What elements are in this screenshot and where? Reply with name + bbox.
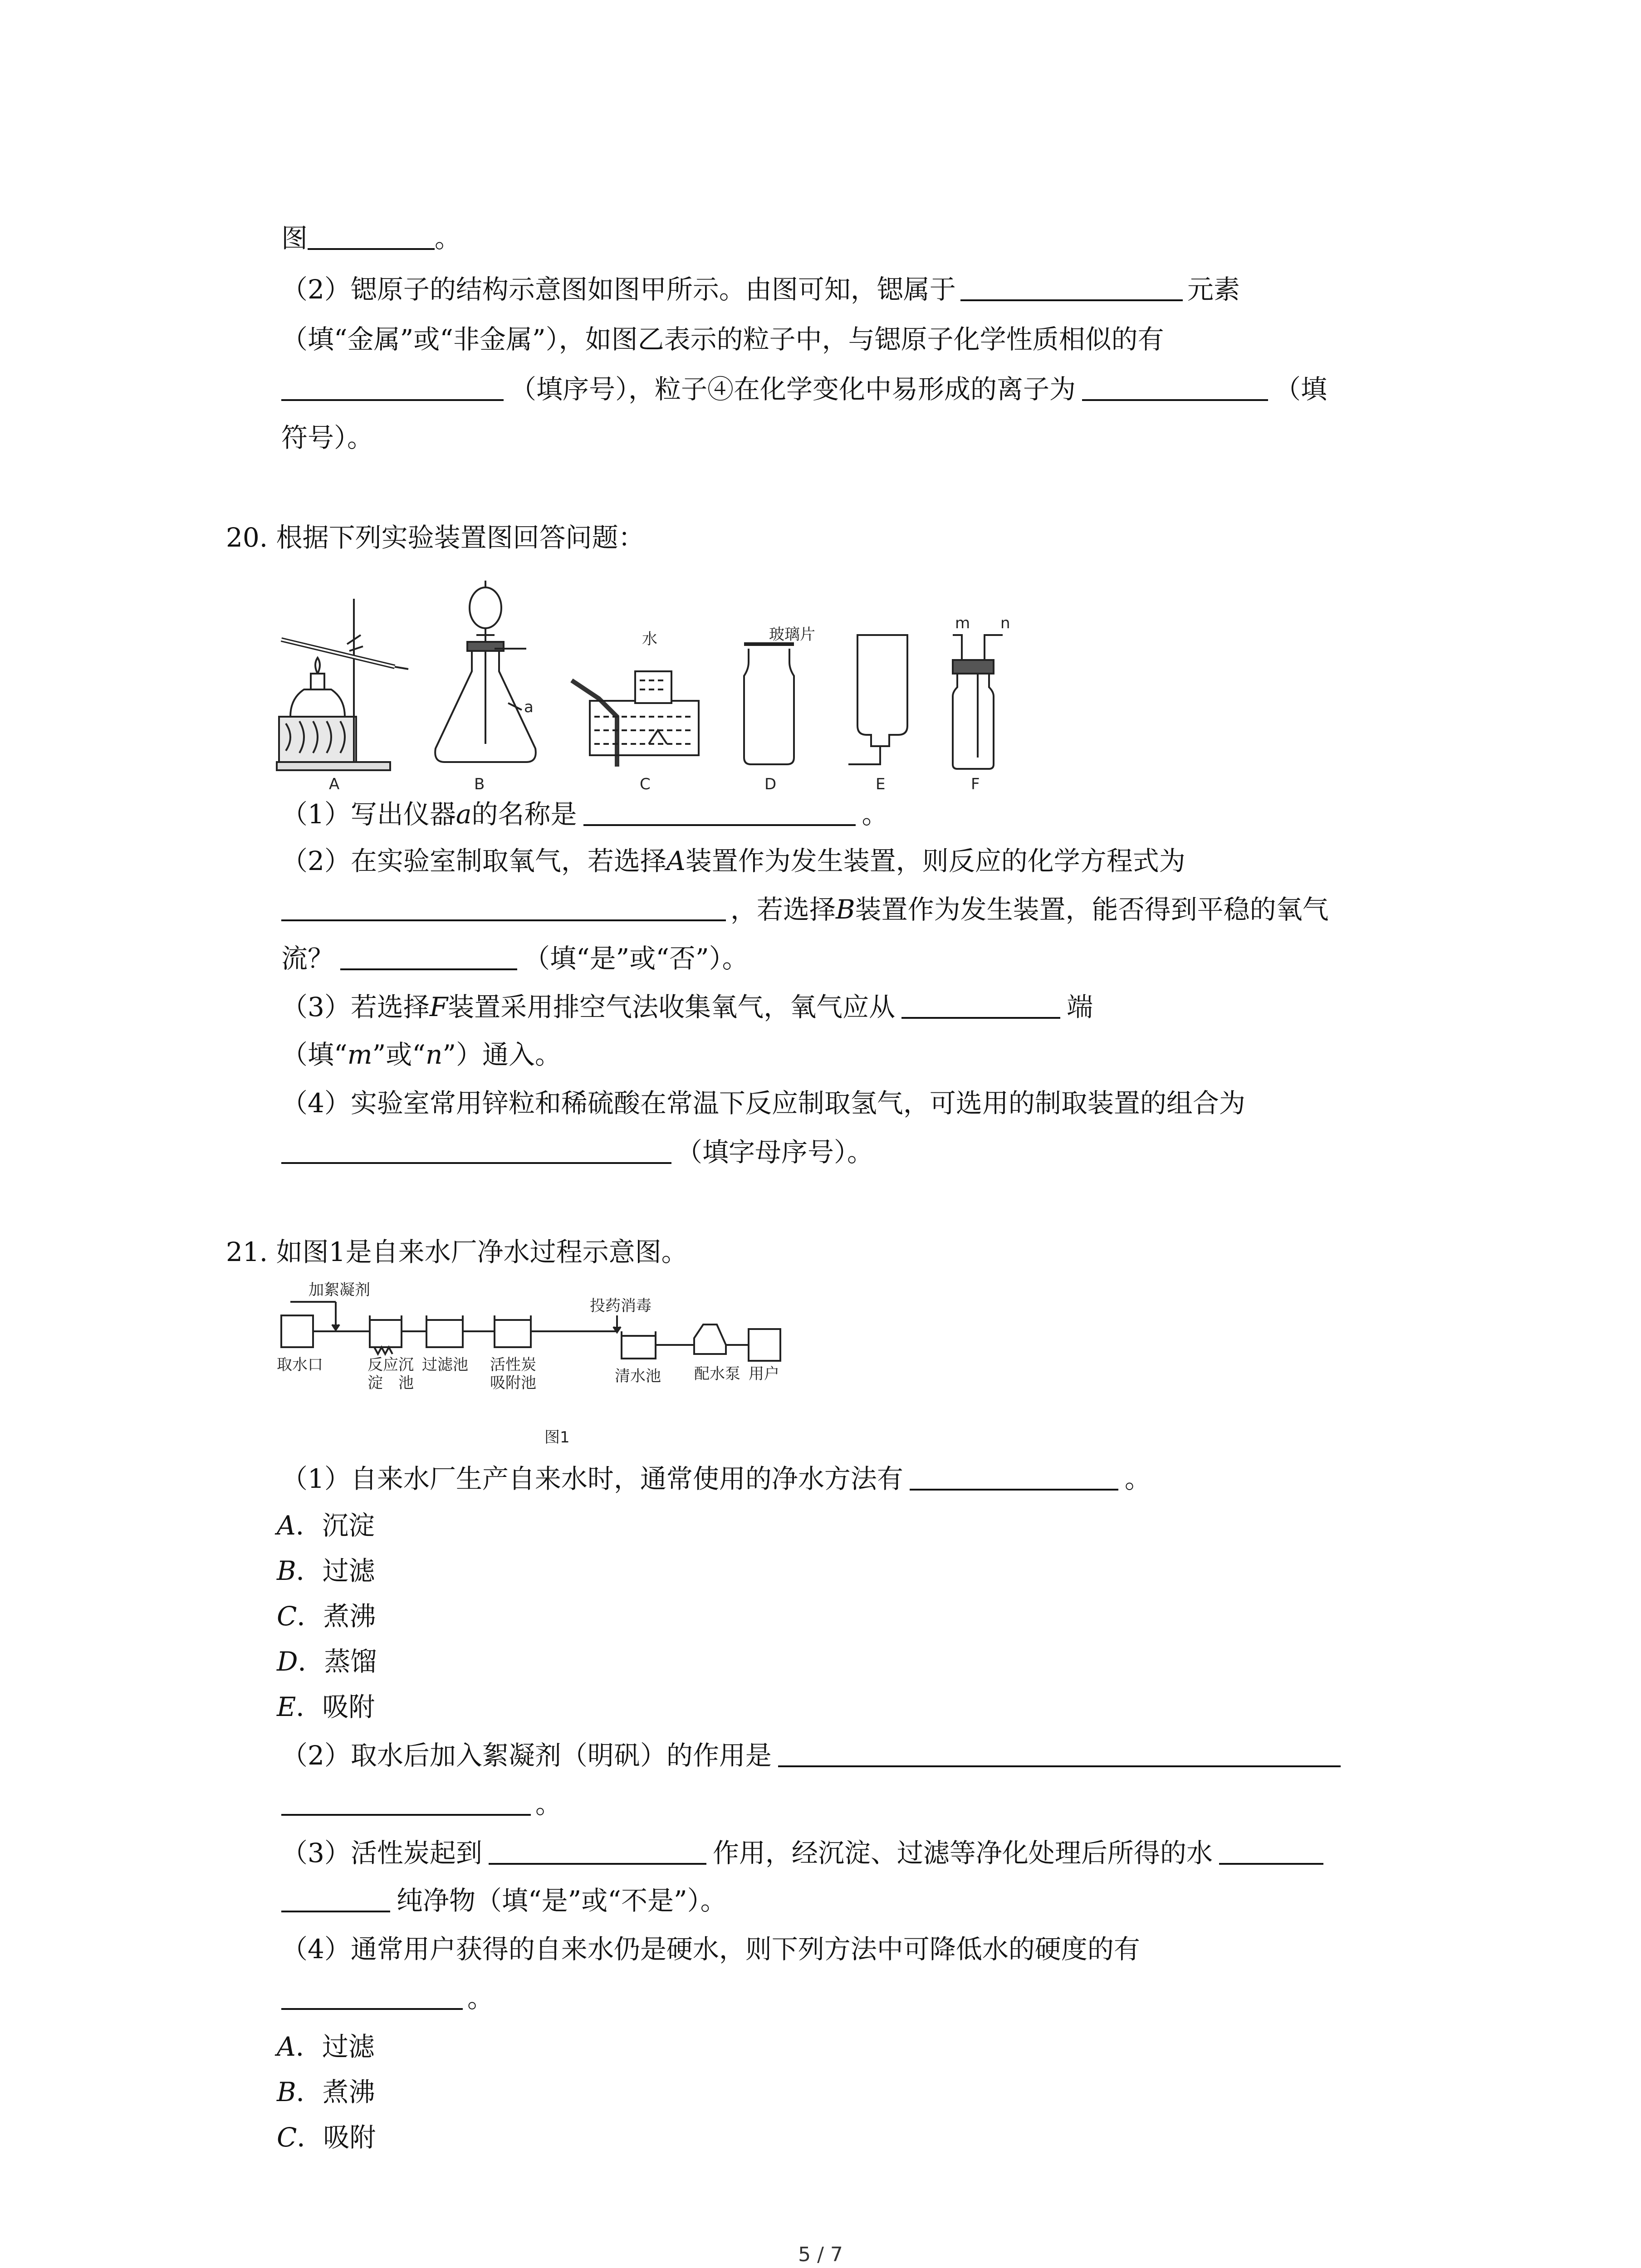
text: A — [277, 2031, 296, 2062]
answer-blank[interactable] — [583, 801, 856, 826]
text: 端 — [1067, 992, 1093, 1022]
apparatus-d — [744, 644, 794, 764]
apparatus-a — [277, 599, 408, 770]
q21-hardness-option-b[interactable] — [277, 2076, 375, 2108]
label-D: D — [764, 775, 777, 793]
answer-blank[interactable] — [1219, 1839, 1323, 1865]
q21-part3-line1 — [281, 1837, 1323, 1869]
text: （2）取水后加入絮凝剂（明矾）的作用是 — [281, 1740, 772, 1771]
lab-apparatus-figure — [272, 572, 1053, 794]
text: 作用，经沉淀、过滤等净化处理后所得的水 — [712, 1838, 1213, 1868]
text: （3）若选择 — [281, 992, 430, 1022]
apparatus-c — [572, 671, 699, 767]
answer-blank[interactable] — [281, 1887, 390, 1912]
q20-part1 — [281, 798, 888, 830]
text: （1）写出仪器 — [281, 799, 456, 830]
text: ．吸附 — [296, 1691, 375, 1722]
label-glass-plate: 玻璃片 — [769, 626, 815, 644]
filter-tank — [426, 1315, 463, 1347]
label-sediment-2: 淀 池 — [367, 1374, 414, 1392]
answer-blank[interactable] — [489, 1839, 706, 1865]
q20-part3-line1 — [281, 991, 1093, 1023]
q20-part3-line2 — [281, 1039, 561, 1070]
text: C — [277, 1601, 297, 1632]
answer-blank[interactable] — [901, 993, 1060, 1019]
q19-part2-line4: 符号）。 — [281, 422, 374, 453]
text: 装置作为发生装置，能否得到平稳的氧气 — [855, 894, 1329, 925]
q20-part4-line1: （4）实验室常用锌粒和稀硫酸在常温下反应制取氢气，可选用的制取装置的组合为 — [281, 1088, 1245, 1119]
q19-part2-line1 — [281, 274, 1240, 305]
text: ．吸附 — [297, 2122, 376, 2153]
answer-blank[interactable] — [960, 276, 1183, 301]
text: 图 — [281, 223, 308, 254]
text: 。 — [535, 1789, 562, 1819]
q21-part4-line2 — [281, 1982, 494, 2014]
q21-option-c[interactable] — [277, 1600, 376, 1632]
q21-hardness-option-c[interactable] — [277, 2121, 376, 2153]
q21-option-b[interactable] — [277, 1555, 375, 1587]
label-C: C — [640, 775, 651, 793]
q20-title: 20. 根据下列实验装置图回答问题： — [226, 522, 645, 553]
label-water: 水 — [642, 630, 657, 648]
text: A — [277, 1510, 296, 1541]
text: ．沉淀 — [295, 1510, 375, 1541]
text: 的名称是 — [471, 799, 577, 830]
answer-blank[interactable] — [778, 1742, 1341, 1767]
text: a — [456, 799, 472, 830]
label-filter: 过滤池 — [422, 1356, 468, 1374]
q20-part2-line3 — [281, 943, 749, 974]
q21-part4-line1: （4）通常用户获得的自来水仍是硬水，则下列方法中可降低水的硬度的有 — [281, 1934, 1140, 1965]
text: 装置采用排空气法收集氧气，氧气应从 — [448, 992, 896, 1022]
answer-blank[interactable] — [910, 1465, 1118, 1491]
text: （2）在实验室制取氧气，若选择 — [281, 846, 666, 876]
q20-part2-line2 — [281, 894, 1329, 925]
label-intake: 取水口 — [277, 1356, 323, 1374]
answer-blank[interactable] — [340, 945, 517, 970]
sediment-tank — [370, 1315, 402, 1347]
user-box — [749, 1329, 780, 1361]
text: 。 — [467, 1983, 494, 2014]
q21-title: 21. 如图1是自来水厂净水过程示意图。 — [226, 1237, 688, 1267]
apparatus-b — [435, 581, 536, 762]
text: ．过滤 — [295, 2031, 375, 2062]
apparatus-f — [953, 635, 1003, 769]
text: ．煮沸 — [296, 2077, 375, 2107]
q21-part3-line2 — [281, 1885, 727, 1916]
carbon-tank — [495, 1315, 531, 1347]
q21-hardness-option-a[interactable] — [277, 2031, 375, 2063]
q21-option-d[interactable] — [277, 1646, 377, 1677]
text: ．过滤 — [296, 1555, 375, 1586]
label-m: m — [955, 614, 970, 632]
text: ．蒸馏 — [298, 1646, 377, 1677]
text: （填“ — [281, 1039, 348, 1070]
intake-box — [281, 1315, 313, 1347]
label-n: n — [1000, 614, 1010, 632]
text: ”）通入。 — [442, 1039, 561, 1070]
text: m — [347, 1039, 372, 1070]
answer-blank[interactable] — [281, 376, 504, 401]
label-user: 用户 — [749, 1365, 779, 1383]
text: 。 — [862, 799, 888, 830]
q19-line0 — [281, 222, 461, 254]
label-carbon-1: 活性炭 — [490, 1356, 536, 1374]
answer-blank[interactable] — [1082, 376, 1268, 401]
text: （填 — [1274, 374, 1327, 405]
q21-part1 — [281, 1463, 1151, 1495]
text: （1）自来水厂生产自来水时，通常使用的净水方法有 — [281, 1463, 903, 1494]
answer-blank[interactable] — [281, 1790, 531, 1816]
q21-option-a[interactable] — [277, 1510, 375, 1541]
answer-blank[interactable] — [281, 896, 726, 921]
clear-water-tank — [622, 1331, 656, 1359]
q19-part2-line3 — [281, 373, 1327, 405]
label-carbon-2: 吸附池 — [490, 1374, 536, 1392]
text: D — [277, 1646, 298, 1677]
label-add-flocculant: 加絮凝剂 — [309, 1281, 370, 1299]
text: n — [425, 1039, 443, 1070]
text: ，若选择 — [730, 894, 836, 925]
answer-blank[interactable] — [281, 1139, 671, 1164]
text: A — [666, 846, 686, 876]
answer-blank[interactable] — [308, 225, 435, 250]
label-E: E — [876, 775, 886, 793]
q21-part2-line2 — [281, 1788, 562, 1820]
label-a: a — [524, 698, 534, 716]
apparatus-e — [848, 635, 907, 764]
text: （3）活性炭起到 — [281, 1838, 482, 1868]
text: ．煮沸 — [297, 1601, 376, 1632]
text: 流？ — [281, 943, 334, 974]
q19-part2-line2: （填“金属”或“非金属”），如图乙表示的粒子中，与锶原子化学性质相似的有 — [281, 324, 1164, 355]
text: 元素 — [1187, 274, 1240, 305]
pump — [694, 1325, 726, 1354]
text: 装置作为发生装置，则反应的化学方程式为 — [685, 846, 1185, 876]
answer-blank[interactable] — [281, 1984, 463, 2010]
page-number: 5 / 7 — [798, 2243, 843, 2266]
text: B — [277, 2077, 296, 2107]
label-F: F — [971, 775, 980, 793]
label-clear: 清水池 — [615, 1367, 661, 1385]
q20-part2-line1 — [281, 845, 1185, 877]
text: B — [277, 1555, 296, 1586]
q21-part2-line1 — [281, 1740, 1341, 1771]
text: E — [277, 1691, 296, 1722]
text: （填字母序号）。 — [676, 1137, 874, 1168]
text: 。 — [435, 223, 461, 254]
text: （2）锶原子的结构示意图如图甲所示。由图可知，锶属于 — [281, 274, 956, 305]
text: C — [277, 2122, 297, 2153]
q21-option-e[interactable] — [277, 1691, 375, 1723]
text: 。 — [1124, 1463, 1151, 1494]
text: 纯净物（填“是”或“不是”）。 — [397, 1885, 727, 1916]
text: F — [429, 992, 448, 1022]
figure-caption: 图1 — [544, 1428, 570, 1447]
label-B: B — [474, 775, 485, 793]
label-A: A — [329, 775, 340, 793]
text: ”或“ — [372, 1039, 426, 1070]
text: （填序号），粒子④在化学变化中易形成的离子为 — [510, 374, 1076, 405]
q20-part4-line2 — [281, 1136, 873, 1168]
label-pump: 配水泵 — [694, 1365, 740, 1383]
water-treatment-figure — [272, 1270, 844, 1461]
text: （填“是”或“否”）。 — [524, 943, 749, 974]
label-sediment-1: 反应沉 — [367, 1356, 414, 1374]
text: B — [836, 894, 855, 925]
label-disinfect: 投药消毒 — [590, 1297, 652, 1315]
